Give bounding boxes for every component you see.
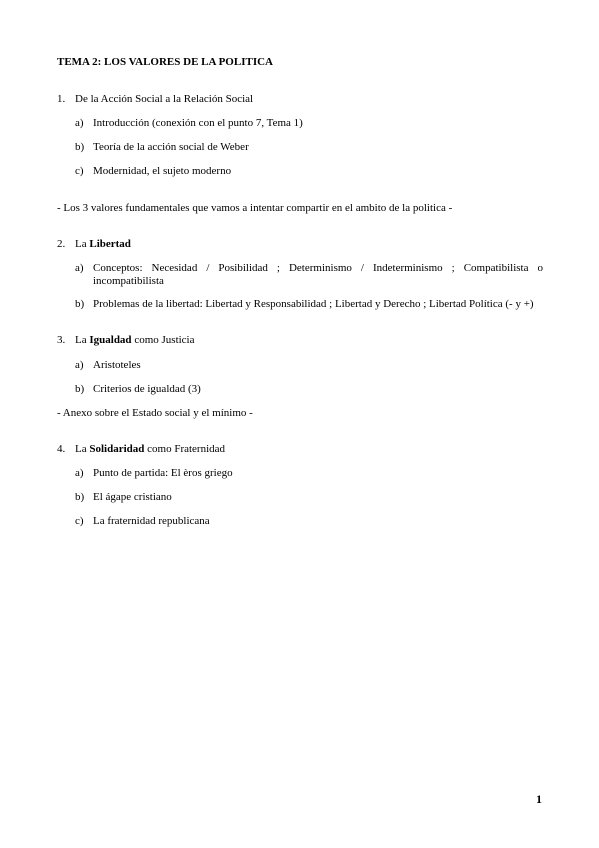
section-number: 4.	[57, 443, 66, 455]
list-item-text: La fraternidad republicana	[93, 515, 210, 527]
list-item-text: Aristoteles	[93, 359, 141, 371]
section-heading	[75, 334, 195, 347]
list-item-text: Modernidad, el sujeto moderno	[93, 165, 232, 177]
section-heading-prefix: La	[75, 443, 90, 455]
section-number: 3.	[57, 334, 66, 346]
annex-note: - Anexo sobre el Estado social y el mínimo -	[57, 407, 253, 419]
values-note: - Los 3 valores fundamentales que vamos a intentar compartir en el ambito de la politica -	[57, 202, 453, 214]
section-heading	[75, 443, 225, 456]
list-item-text: Introducción (conexión con el punto 7, Tema 1)	[93, 117, 303, 129]
section-heading-prefix: La	[75, 334, 90, 346]
list-item-letter: c)	[75, 515, 84, 527]
section-heading: De la Acción Social a la Relación Social	[75, 93, 254, 105]
section-heading-keyword: Solidaridad	[89, 443, 145, 455]
list-item-text: Criterios de igualdad (3)	[93, 383, 201, 395]
section-heading-keyword: Igualdad	[89, 334, 132, 346]
section-heading	[75, 238, 131, 251]
list-item-letter: a)	[75, 262, 84, 274]
list-item-text: Problemas de la libertad: Libertad y Responsabilidad ; Libertad y Derecho ; Libertad Política (- y +)	[93, 298, 534, 310]
section-heading-suffix: como Justicia	[131, 334, 195, 346]
list-item-letter: b)	[75, 491, 85, 503]
section-heading-keyword: Libertad	[89, 238, 131, 250]
section-number: 1.	[57, 93, 66, 105]
list-item-letter: a)	[75, 467, 84, 479]
list-item-letter: b)	[75, 141, 85, 153]
list-item-letter: b)	[75, 383, 85, 395]
list-item-text: Punto de partida: El èros griego	[93, 467, 233, 479]
list-item-text: Conceptos: Necesidad / Posibilidad ; Determinismo / Indeterminismo ; Compatibilista o incompatibilista	[93, 262, 543, 287]
list-item-letter: a)	[75, 359, 84, 371]
section-heading-prefix: La	[75, 238, 90, 250]
list-item-letter: b)	[75, 298, 85, 310]
list-item-letter: a)	[75, 117, 84, 129]
list-item-text: Teoría de la acción social de Weber	[93, 141, 249, 153]
section-heading-suffix: como Fraternidad	[144, 443, 226, 455]
page-number: 1	[536, 792, 542, 806]
list-item-text: El ágape cristiano	[93, 491, 172, 503]
list-item-letter: c)	[75, 165, 84, 177]
section-number: 2.	[57, 238, 66, 250]
document-title: TEMA 2: LOS VALORES DE LA POLITICA	[57, 56, 273, 68]
